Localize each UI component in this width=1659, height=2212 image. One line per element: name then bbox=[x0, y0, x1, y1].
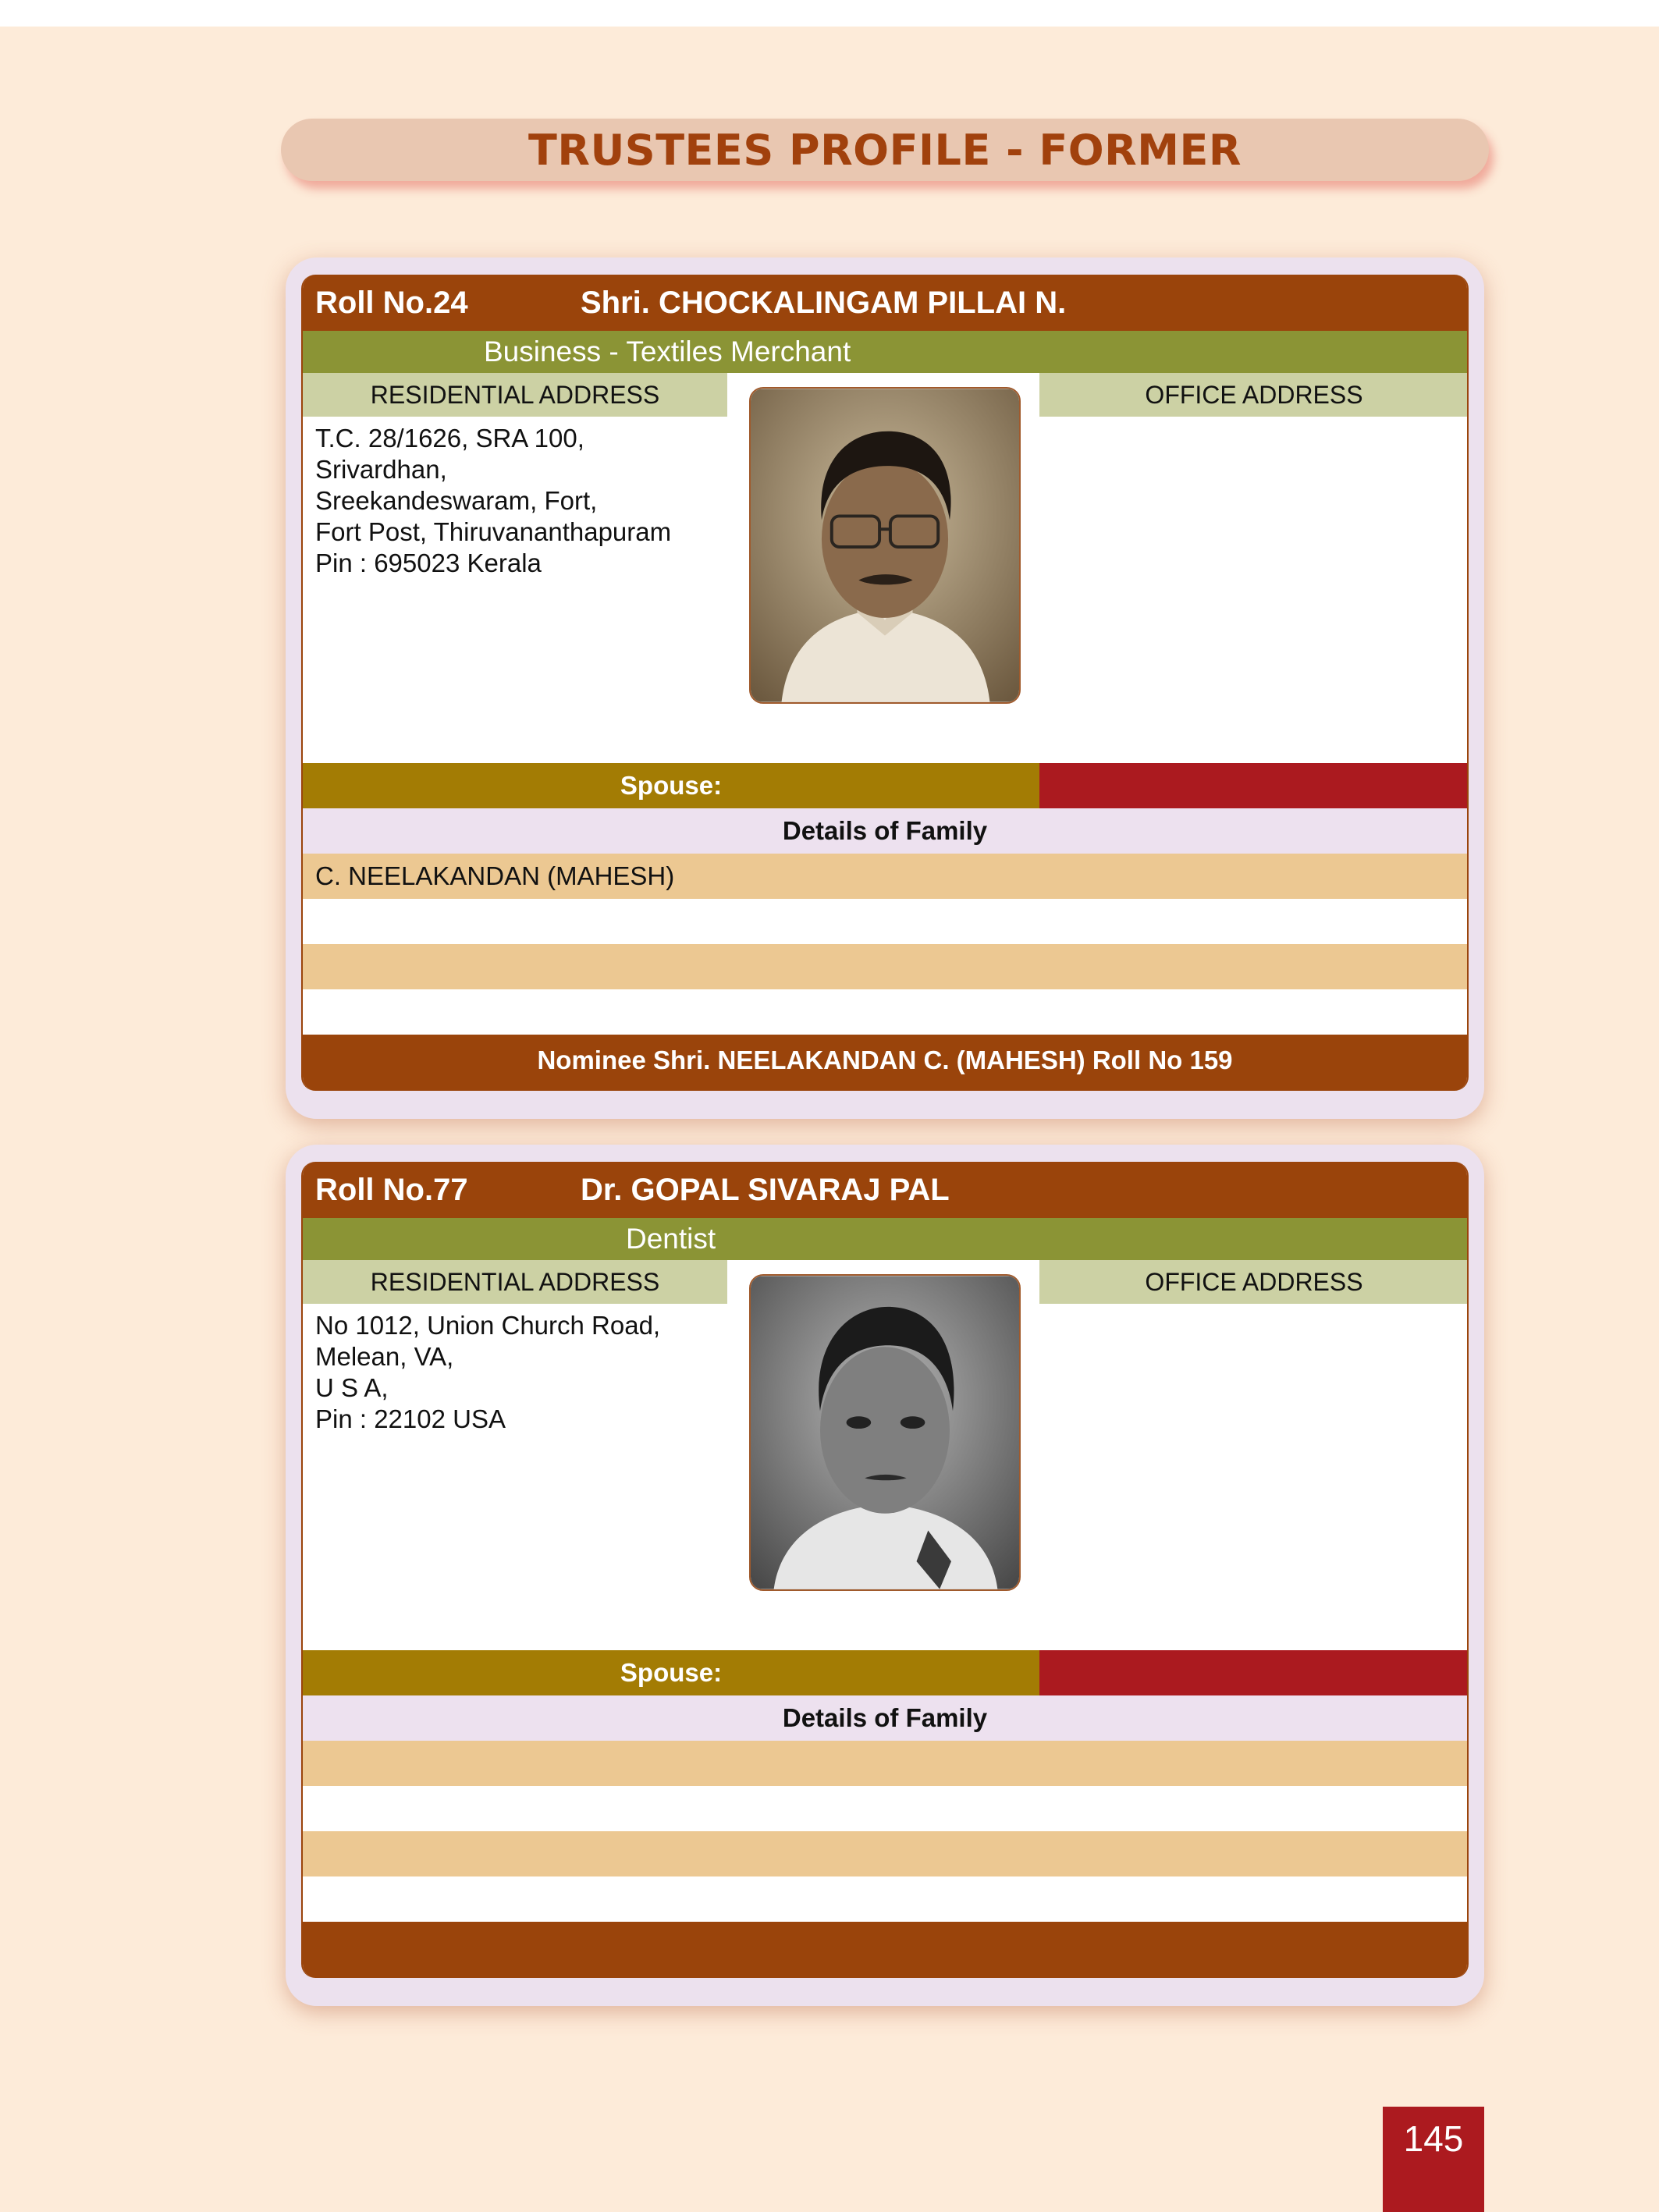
family-row bbox=[303, 1876, 1467, 1922]
family-row: C. NEELAKANDAN (MAHESH) bbox=[303, 854, 1467, 899]
occupation-bar bbox=[303, 331, 1467, 373]
family-row bbox=[303, 1831, 1467, 1876]
nominee-bar: Nominee Shri. NEELAKANDAN C. (MAHESH) Roll No 159 bbox=[303, 1035, 1467, 1091]
office-address-header: OFFICE ADDRESS bbox=[1039, 373, 1469, 417]
trustee-photo bbox=[749, 1274, 1021, 1591]
portrait-image bbox=[751, 389, 1019, 702]
family-row bbox=[303, 899, 1467, 944]
portrait-image bbox=[751, 1276, 1019, 1589]
spouse-label: Spouse: bbox=[303, 763, 1039, 808]
occupation-bar bbox=[303, 1218, 1467, 1260]
residential-address-header: RESIDENTIAL ADDRESS bbox=[303, 1260, 727, 1304]
residential-address-header: RESIDENTIAL ADDRESS bbox=[303, 373, 727, 417]
family-details-header: Details of Family bbox=[303, 808, 1467, 854]
spouse-value bbox=[1039, 763, 1469, 808]
family-row bbox=[303, 1786, 1467, 1831]
top-margin-strip bbox=[0, 0, 1659, 27]
name-bar bbox=[303, 275, 1467, 331]
nominee-bar bbox=[303, 1922, 1467, 1978]
occupation: Business - Textiles Merchant bbox=[484, 336, 851, 367]
roll-number: Roll No.77 bbox=[315, 1173, 468, 1207]
office-address-header: OFFICE ADDRESS bbox=[1039, 1260, 1469, 1304]
page-number: 145 bbox=[1383, 2107, 1484, 2212]
trustee-photo bbox=[749, 387, 1021, 704]
page-title: TRUSTEES PROFILE - FORMER bbox=[528, 125, 1242, 175]
spouse-value bbox=[1039, 1650, 1469, 1695]
trustee-card-body bbox=[301, 275, 1469, 1091]
roll-number: Roll No.24 bbox=[315, 286, 468, 320]
page-title-banner bbox=[281, 119, 1489, 181]
family-details-header: Details of Family bbox=[303, 1695, 1467, 1741]
trustee-name: Dr. GOPAL SIVARAJ PAL bbox=[581, 1173, 950, 1207]
family-row bbox=[303, 1741, 1467, 1786]
trustee-card-body bbox=[301, 1162, 1469, 1978]
residential-address: No 1012, Union Church Road, Melean, VA, U S A, Pin : 22102 USA bbox=[315, 1311, 661, 1433]
trustee-name: Shri. CHOCKALINGAM PILLAI N. bbox=[581, 286, 1067, 320]
trustee-card bbox=[286, 257, 1484, 1119]
family-row bbox=[303, 944, 1467, 989]
residential-address: T.C. 28/1626, SRA 100, Srivardhan, Sreekandeswaram, Fort, Fort Post, Thiruvananthapuram Pin : 695023 Kerala bbox=[315, 424, 672, 577]
occupation: Dentist bbox=[626, 1223, 716, 1255]
spouse-label: Spouse: bbox=[303, 1650, 1039, 1695]
trustee-card bbox=[286, 1145, 1484, 2006]
family-row bbox=[303, 989, 1467, 1035]
name-bar bbox=[303, 1162, 1467, 1218]
